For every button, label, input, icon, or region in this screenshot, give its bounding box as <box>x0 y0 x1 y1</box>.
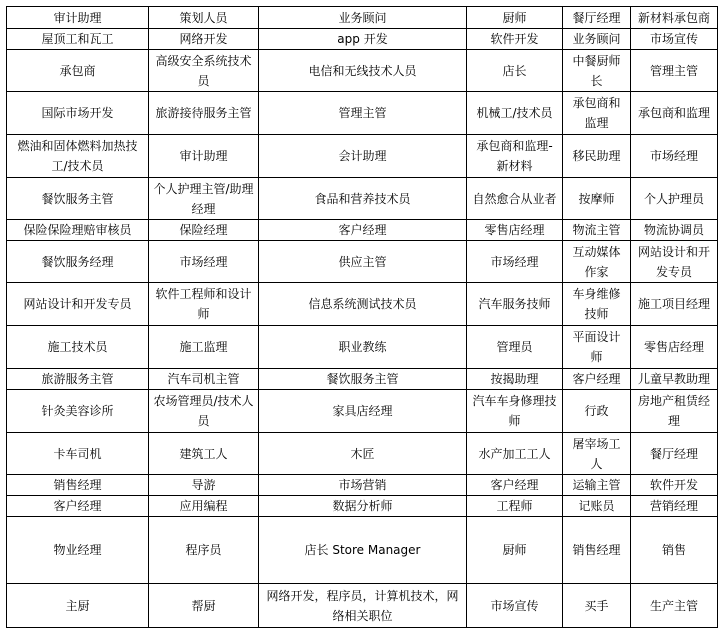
table-cell: 承包商和监理 <box>563 92 631 135</box>
table-cell: 市场经理 <box>467 241 563 283</box>
table-cell: 平面设计师 <box>563 326 631 369</box>
table-row <box>7 390 718 433</box>
table-cell: 按摩师 <box>563 178 631 220</box>
table-cell: 销售 <box>631 517 718 584</box>
table-cell: 汽车服务技师 <box>467 283 563 326</box>
table-cell: 燃油和固体燃料加热技工/技术员 <box>7 135 149 178</box>
table-cell: 行政 <box>563 390 631 433</box>
table-cell: 物业经理 <box>7 517 149 584</box>
table-cell: 互动媒体作家 <box>563 241 631 283</box>
table-row <box>7 135 718 178</box>
table-cell: 网站设计和开发专员 <box>7 283 149 326</box>
table-cell: 管理主管 <box>631 50 718 92</box>
table-cell: 运输主管 <box>563 475 631 496</box>
table-cell: 屠宰场工人 <box>563 433 631 475</box>
table-cell: 市场营销 <box>259 475 467 496</box>
table-cell: 电信和无线技术人员 <box>259 50 467 92</box>
table-cell: 业务顾问 <box>563 29 631 50</box>
table-cell: 生产主管 <box>631 584 718 628</box>
table-cell: 承包商和监理-新材料 <box>467 135 563 178</box>
table-row <box>7 475 718 496</box>
table-row <box>7 241 718 283</box>
table-cell: 餐厅经理 <box>563 7 631 29</box>
table-cell: 家具店经理 <box>259 390 467 433</box>
table-cell: 应用编程 <box>149 496 259 517</box>
table-row <box>7 283 718 326</box>
table-cell: 高级安全系统技术员 <box>149 50 259 92</box>
table-cell: 市场经理 <box>631 135 718 178</box>
table-cell: 餐厅经理 <box>631 433 718 475</box>
table-cell: 市场宣传 <box>631 29 718 50</box>
table-cell: 机械工/技术员 <box>467 92 563 135</box>
table-cell: 供应主管 <box>259 241 467 283</box>
table-cell: 销售经理 <box>563 517 631 584</box>
table-cell: 程序员 <box>149 517 259 584</box>
table-cell: 餐饮服务主管 <box>7 178 149 220</box>
job-titles-table <box>6 6 718 628</box>
table-row <box>7 369 718 390</box>
table-cell: 旅游接待服务主管 <box>149 92 259 135</box>
table-cell: 会计助理 <box>259 135 467 178</box>
table-cell: 网络开发，程序员，计算机技术，网络相关职位 <box>259 584 467 628</box>
table-cell: 汽车司机主管 <box>149 369 259 390</box>
table-cell: 移民助理 <box>563 135 631 178</box>
table-cell: 中餐厨师长 <box>563 50 631 92</box>
table-cell: 保险经理 <box>149 220 259 241</box>
table-cell: 施工监理 <box>149 326 259 369</box>
table-cell: 食品和营养技术员 <box>259 178 467 220</box>
table-cell: 房地产租赁经理 <box>631 390 718 433</box>
table-cell: 水产加工工人 <box>467 433 563 475</box>
table-cell: 旅游服务主管 <box>7 369 149 390</box>
table-cell: 工程师 <box>467 496 563 517</box>
table-cell: 帮厨 <box>149 584 259 628</box>
table-cell: app 开发 <box>259 29 467 50</box>
table-cell: 职业教练 <box>259 326 467 369</box>
table-cell: 买手 <box>563 584 631 628</box>
table-cell: 零售店经理 <box>631 326 718 369</box>
table-cell: 承包商和监理 <box>631 92 718 135</box>
table-cell: 儿童早教助理 <box>631 369 718 390</box>
table-cell: 审计助理 <box>149 135 259 178</box>
table-cell: 新材料承包商 <box>631 7 718 29</box>
table-cell: 营销经理 <box>631 496 718 517</box>
table-cell: 农场管理员/技术人员 <box>149 390 259 433</box>
table-cell: 汽车车身修理技师 <box>467 390 563 433</box>
table-row <box>7 517 718 584</box>
table-row <box>7 220 718 241</box>
table-cell: 销售经理 <box>7 475 149 496</box>
table-cell: 网络开发 <box>149 29 259 50</box>
table-cell: 施工技术员 <box>7 326 149 369</box>
table-cell: 按揭助理 <box>467 369 563 390</box>
table-row <box>7 92 718 135</box>
table-cell: 施工项目经理 <box>631 283 718 326</box>
table-cell: 餐饮服务经理 <box>7 241 149 283</box>
table-row <box>7 496 718 517</box>
table-cell: 餐饮服务主管 <box>259 369 467 390</box>
table-cell: 客户经理 <box>467 475 563 496</box>
table-row <box>7 326 718 369</box>
table-cell: 软件工程师和设计师 <box>149 283 259 326</box>
table-row <box>7 584 718 628</box>
table-cell: 卡车司机 <box>7 433 149 475</box>
table-cell: 业务顾问 <box>259 7 467 29</box>
table-cell: 客户经理 <box>563 369 631 390</box>
table-body <box>7 7 718 628</box>
table-cell: 建筑工人 <box>149 433 259 475</box>
table-row <box>7 178 718 220</box>
table-cell: 客户经理 <box>7 496 149 517</box>
table-cell: 审计助理 <box>7 7 149 29</box>
table-cell: 管理员 <box>467 326 563 369</box>
table-cell: 屋顶工和瓦工 <box>7 29 149 50</box>
table-cell: 管理主管 <box>259 92 467 135</box>
table-row <box>7 50 718 92</box>
table-cell: 保险保险理赔审核员 <box>7 220 149 241</box>
table-cell: 记账员 <box>563 496 631 517</box>
table-cell: 软件开发 <box>631 475 718 496</box>
table-cell: 国际市场开发 <box>7 92 149 135</box>
table-cell: 木匠 <box>259 433 467 475</box>
table-cell: 物流主管 <box>563 220 631 241</box>
table-cell: 市场宣传 <box>467 584 563 628</box>
table-row <box>7 433 718 475</box>
table-cell: 物流协调员 <box>631 220 718 241</box>
table-row <box>7 7 718 29</box>
table-cell: 店长 Store Manager <box>259 517 467 584</box>
table-cell: 市场经理 <box>149 241 259 283</box>
table-cell: 针灸美容诊所 <box>7 390 149 433</box>
table-cell: 网站设计和开发专员 <box>631 241 718 283</box>
table-cell: 信息系统测试技术员 <box>259 283 467 326</box>
table-cell: 车身维修技师 <box>563 283 631 326</box>
table-cell: 个人护理员 <box>631 178 718 220</box>
table-cell: 客户经理 <box>259 220 467 241</box>
table-cell: 软件开发 <box>467 29 563 50</box>
table-cell: 自然愈合从业者 <box>467 178 563 220</box>
table-cell: 数据分析师 <box>259 496 467 517</box>
table-cell: 厨师 <box>467 517 563 584</box>
table-row <box>7 29 718 50</box>
table-cell: 主厨 <box>7 584 149 628</box>
table-cell: 个人护理主管/助理经理 <box>149 178 259 220</box>
table-cell: 店长 <box>467 50 563 92</box>
table-cell: 厨师 <box>467 7 563 29</box>
table-cell: 策划人员 <box>149 7 259 29</box>
table-cell: 承包商 <box>7 50 149 92</box>
table-cell: 零售店经理 <box>467 220 563 241</box>
table-cell: 导游 <box>149 475 259 496</box>
